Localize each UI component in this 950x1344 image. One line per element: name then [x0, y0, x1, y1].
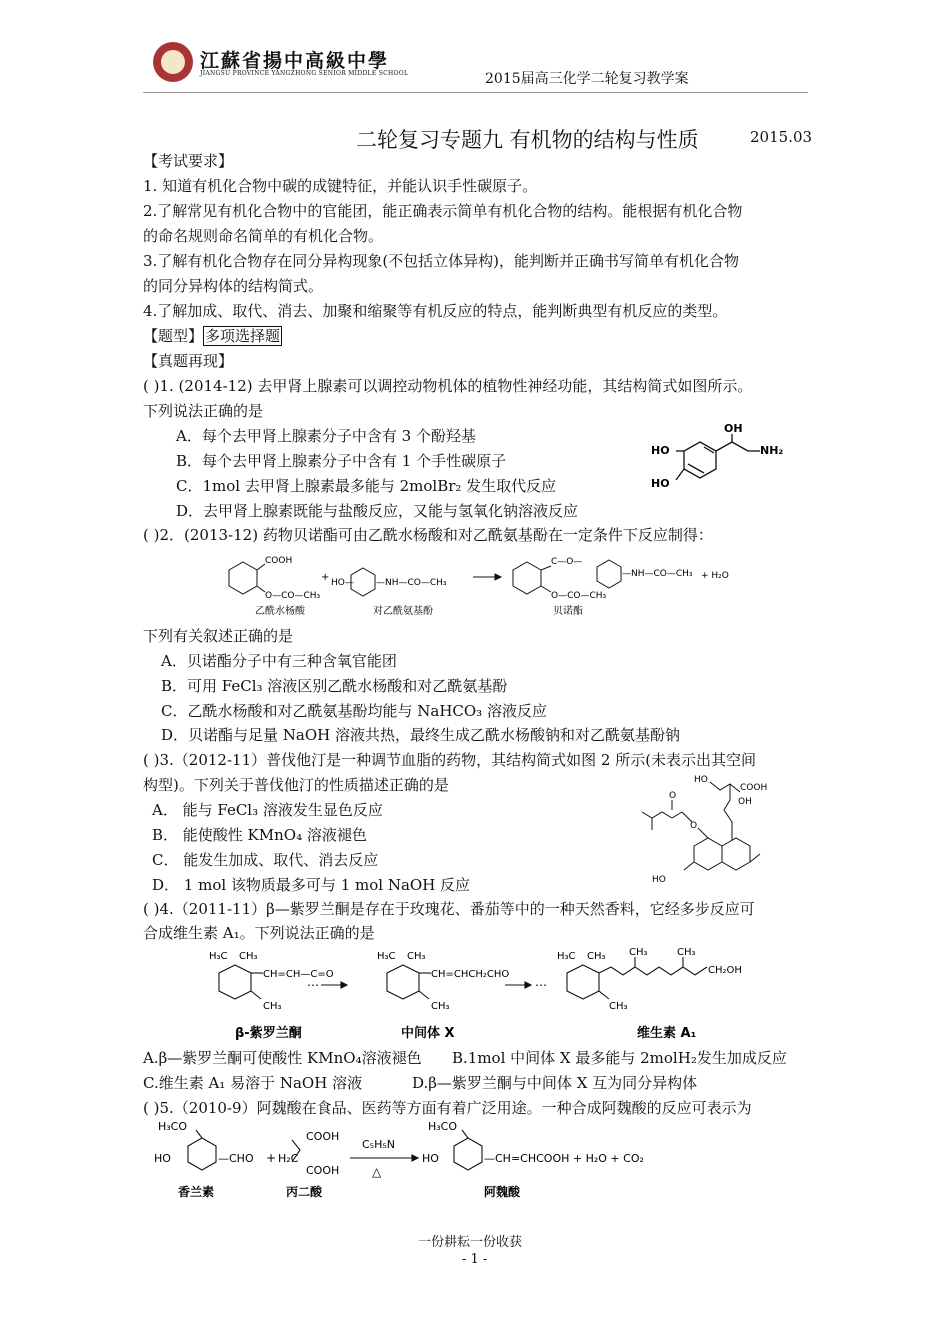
q4-ch3-chain-b: CH₃	[677, 947, 696, 958]
q1-ho-2: HO	[651, 477, 670, 490]
q5-ho-1: HO	[154, 1152, 171, 1165]
req-1: 1. 知道有机化合物中碳的成键特征，并能认识手性碳原子。	[143, 177, 538, 195]
q5-cooh-2: COOH	[306, 1164, 340, 1177]
q2-option-b: B．可用 FeCl₃ 溶液区别乙酰水杨酸和对乙酰氨基酚	[161, 677, 508, 695]
q1-structure	[648, 422, 788, 500]
q4-h3c-1: H₃C	[209, 951, 228, 962]
q4-ch3-3: CH₃	[587, 951, 606, 962]
q5-cho: —CHO	[218, 1152, 254, 1165]
q4-dots-1: ⋯	[307, 978, 319, 992]
q1-stem-b: 下列说法正确的是	[143, 402, 264, 420]
section-real-questions: 【真题再现】	[143, 352, 234, 370]
q3-stem-a: ( )3.（2012-11）普伐他汀是一种调节血脂的药物，其结构简式如图 2 所示(未表示出其空间	[143, 751, 757, 769]
q2-name-a: 乙酰水杨酸	[255, 606, 305, 617]
q4-stem-b: 合成维生素 A₁。下列说法正确的是	[143, 924, 375, 942]
q2-reaction-scheme	[225, 550, 735, 620]
q5-plus: +	[266, 1151, 277, 1165]
q2-option-c: C．乙酰水杨酸和对乙酰氨基酚均能与 NaHCO₃ 溶液反应	[161, 702, 547, 720]
q4-ch2oh: CH₂OH	[708, 965, 742, 976]
q5-ho-2: HO	[422, 1152, 439, 1165]
req-2b: 的命名规则命名简单的有机化合物。	[143, 227, 384, 245]
q2-cooh: COOH	[265, 556, 293, 566]
q3-option-a: A． 能与 FeCl₃ 溶液发生显色反应	[152, 801, 383, 819]
q5-name-2: 丙二酸	[286, 1185, 323, 1199]
q3-ho-bottom: HO	[652, 875, 666, 885]
page-number: - 1 -	[462, 1252, 488, 1267]
q1-option-d: D．去甲肾上腺素既能与盐酸反应，又能与氢氧化钠溶液反应	[176, 502, 579, 520]
q5-h3co-1: H₃CO	[158, 1120, 188, 1133]
q1-option-b: B．每个去甲肾上腺素分子中含有 1 个手性碳原子	[176, 452, 507, 470]
q2-coo: C—O—	[551, 557, 583, 567]
q2-option-d: D．贝诺酯与足量 NaOH 溶液共热，最终生成乙酰水杨酸钠和对乙酰氨基酚钠	[161, 726, 681, 744]
q4-ch3s-3: CH₃	[609, 1001, 628, 1012]
q1-oh-top: OH	[724, 422, 743, 435]
q2-ask: 下列有关叙述正确的是	[143, 627, 294, 645]
q4-chain-1: CH=CH—C=O	[263, 969, 334, 980]
qtype-value: 多项选择题	[205, 327, 281, 345]
q3-oh: OH	[738, 797, 752, 807]
q4-chain-2: CH=CHCH₂CHO	[431, 969, 510, 980]
q4-option-b: B.1mol 中间体 X 最多能与 2molH₂发生加成反应	[452, 1049, 787, 1067]
q1-nh2: NH₂	[760, 444, 784, 457]
q4-reaction-scheme	[205, 945, 750, 1045]
footer-motto: 一份耕耘一份收获	[418, 1235, 523, 1250]
q3-option-b: B． 能使酸性 KMnO₄ 溶液褪色	[152, 826, 367, 844]
q4-ch3-chain-a: CH₃	[629, 947, 648, 958]
q2-option-a: A．贝诺酯分子中有三种含氧官能团	[161, 652, 397, 670]
req-3a: 3.了解有机化合物存在同分异构现象(不包括立体异构)，能判断并正确书写简单有机化合物	[143, 252, 740, 270]
q2-nhcoch3: —NH—CO—CH₃	[376, 578, 447, 588]
q5-reaction-scheme	[150, 1118, 680, 1204]
q5-stem: ( )5.（2010-9）阿魏酸在食品、医药等方面有着广泛用途。一种合成阿魏酸的反应可表示为	[143, 1099, 752, 1117]
school-name-en: JIANGSU PROVINCE YANGZHONG SENIOR MIDDLE SCHOOL	[200, 70, 409, 77]
q4-name-3: 维生素 A₁	[637, 1026, 697, 1041]
q4-ch3s-2: CH₃	[431, 1001, 450, 1012]
q1-option-a: A．每个去甲肾上腺素分子中含有 3 个酚羟基	[176, 427, 476, 445]
q4-option-a: A.β—紫罗兰酮可使酸性 KMnO₄溶液褪色	[143, 1049, 422, 1067]
q1-stem-a: ( )1. (2014-12) 去甲肾上腺素可以调控动物机体的植物性神经功能，其结构简式如图所示。	[143, 377, 753, 395]
q4-ch3-2: CH₃	[407, 951, 426, 962]
doc-label: 2015届高三化学二轮复习教学案	[485, 71, 689, 87]
q3-stem-b: 构型)。下列关于普伐他汀的性质描述正确的是	[143, 776, 449, 794]
q3-cooh: COOH	[740, 783, 768, 793]
q4-option-c: C.维生素 A₁ 易溶于 NaOH 溶液	[143, 1074, 363, 1092]
q2-name-c: 贝诺酯	[553, 606, 583, 617]
q3-option-c: C． 能发生加成、取代、消去反应	[152, 851, 379, 869]
q4-name-1: β-紫罗兰酮	[235, 1026, 302, 1041]
q1-ho-1: HO	[651, 444, 670, 457]
q4-ch3-1: CH₃	[239, 951, 258, 962]
q5-h2c: H₂C	[278, 1152, 299, 1165]
page-title: 二轮复习专题九 有机物的结构与性质	[356, 128, 699, 152]
q3-option-d: D． 1 mol 该物质最多可与 1 mol NaOH 反应	[152, 876, 471, 894]
question-type	[143, 325, 282, 347]
q4-stem-a: ( )4.（2011-11）β—紫罗兰酮是存在于玫瑰花、番茄等中的一种天然香料，它经多步反应可	[143, 900, 755, 918]
q2-nhcoch3-product: —NH—CO—CH₃	[622, 569, 693, 579]
q1-option-c: C．1mol 去甲肾上腺素最多能与 2molBr₂ 发生取代反应	[176, 477, 557, 495]
q4-dots-2: ⋯	[535, 978, 547, 992]
req-2a: 2.了解常见有机化合物中的官能团，能正确表示简单有机化合物的结构。能根据有机化合物	[143, 202, 743, 220]
school-logo	[153, 42, 193, 82]
q5-name-3: 阿魏酸	[484, 1185, 521, 1199]
q2-ho: HO—	[331, 578, 354, 588]
q5-chain: —CH=CHCOOH + H₂O + CO₂	[484, 1152, 644, 1165]
header-rule	[143, 92, 808, 93]
q3-structure	[632, 770, 782, 890]
q2-name-b: 对乙酰氨基酚	[373, 606, 433, 617]
school-name: 江蘇省揚中高級中學	[200, 50, 390, 72]
q2-ococh3-product: O—CO—CH₃	[551, 591, 607, 601]
q4-h3c-2: H₃C	[377, 951, 396, 962]
page-date: 2015.03	[750, 128, 813, 146]
q3-o-2: O	[690, 821, 698, 831]
q2-plus: +	[321, 572, 330, 583]
section-exam-req: 【考试要求】	[143, 152, 234, 170]
q2-stem: ( )2．(2013-12) 药物贝诺酯可由乙酰水杨酸和对乙酰氨基酚在一定条件下反应制得：	[143, 526, 713, 544]
q5-name-1: 香兰素	[178, 1185, 215, 1199]
q4-name-2: 中间体 X	[401, 1026, 455, 1041]
q5-cooh-1: COOH	[306, 1130, 340, 1143]
q4-ch3s-1: CH₃	[263, 1001, 282, 1012]
q2-plus-h2o: + H₂O	[701, 571, 729, 581]
q3-o-1: O	[669, 791, 677, 801]
q4-option-d: D.β—紫罗兰酮与中间体 X 互为同分异构体	[412, 1074, 698, 1092]
req-4: 4.了解加成、取代、消去、加聚和缩聚等有机反应的特点，能判断典型有机反应的类型。	[143, 302, 728, 320]
req-3b: 的同分异构体的结构简式。	[143, 277, 324, 295]
qtype-label: 【题型】	[143, 327, 204, 345]
q5-condition-top: C₅H₅N	[362, 1138, 395, 1151]
q5-condition-bottom: △	[372, 1165, 382, 1179]
q2-ococh3: O—CO—CH₃	[265, 591, 321, 601]
q4-h3c-3: H₃C	[557, 951, 576, 962]
q3-ho-top: HO	[694, 775, 708, 785]
q5-h3co-2: H₃CO	[428, 1120, 458, 1133]
